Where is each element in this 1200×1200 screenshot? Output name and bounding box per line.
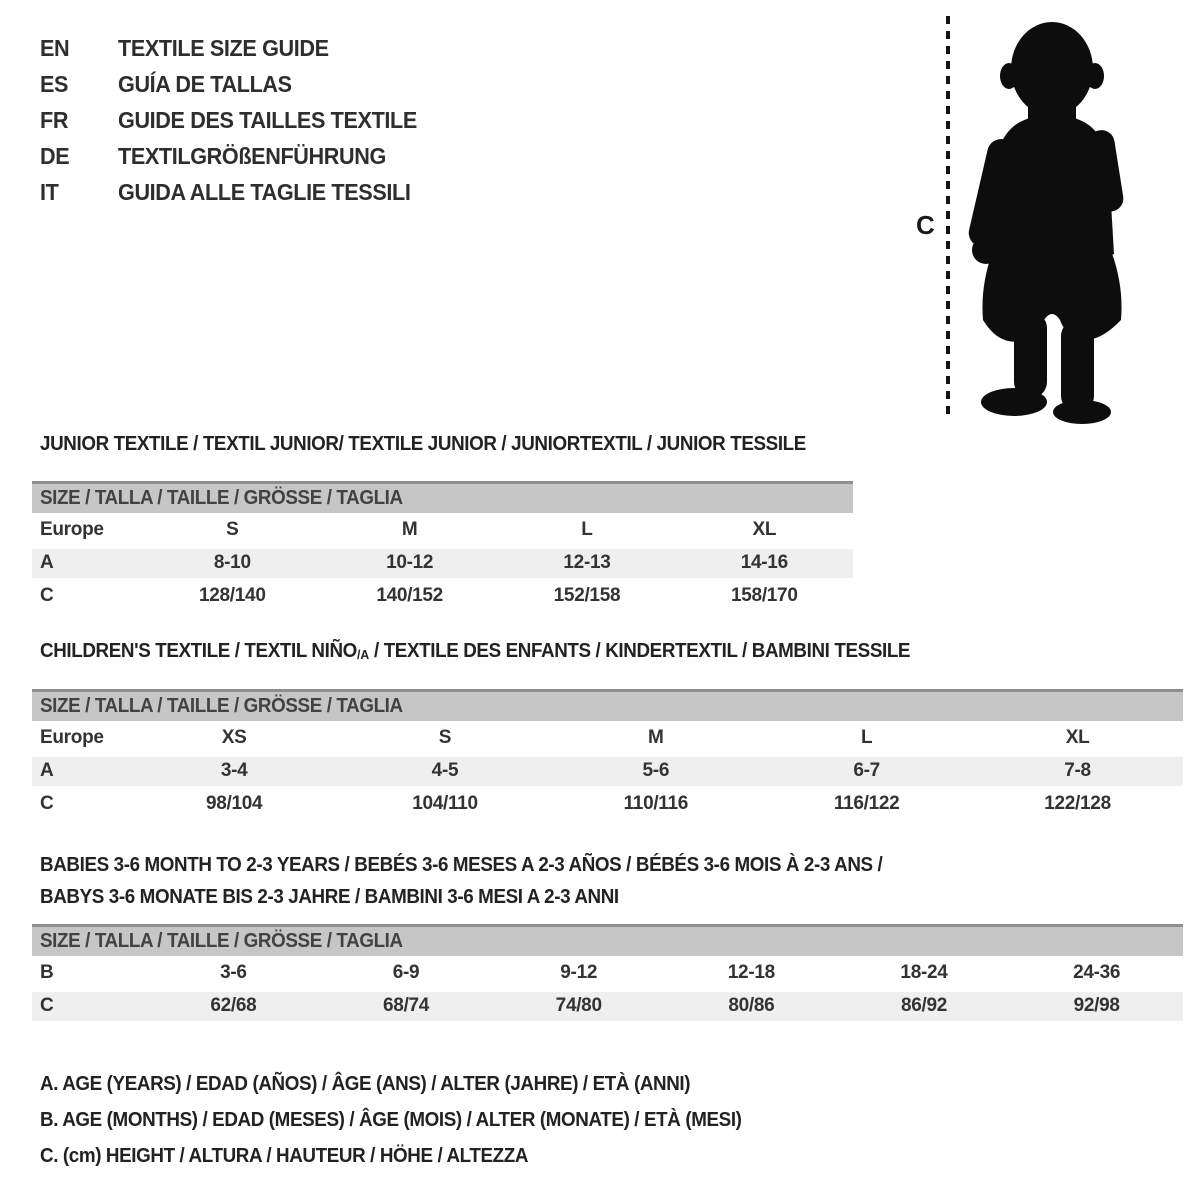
table-row-height [32, 990, 1183, 1022]
table-cell: 6-7 [761, 755, 972, 787]
language-code: EN [40, 34, 70, 61]
legend-note-b: B. AGE (MONTHS) / EDAD (MESES) / ÂGE (MOIS) / ALTER (MONATE) / ETÀ (MESI) [40, 1109, 742, 1131]
table-cell: 98/104 [205, 792, 263, 814]
size-header-bar: SIZE / TALLA / TAILLE / GRÖSSE / TAGLIA [32, 481, 853, 513]
legend-note-c: C. (cm) HEIGHT / ALTURA / HAUTEUR / HÖHE / ALTEZZA [40, 1145, 529, 1167]
language-code: FR [40, 106, 69, 133]
toddler-silhouette-icon [964, 14, 1139, 424]
table-cell: C [32, 990, 147, 1022]
size-header-bar: SIZE / TALLA / TAILLE / GRÖSSE / TAGLIA [32, 924, 1183, 956]
table-cell: A [32, 547, 144, 579]
table-cell: XL [752, 519, 777, 541]
table-cell: 7-8 [972, 755, 1183, 787]
table-cell: 128/140 [199, 584, 266, 606]
language-title: GUIDE DES TAILLES TEXTILE [118, 106, 417, 133]
table-row-height [32, 579, 853, 611]
language-row-de [40, 138, 436, 174]
table-row-months [32, 958, 1183, 990]
height-measure-label: C [916, 210, 935, 240]
babies-section-title: BABIES 3-6 MONTH TO 2-3 YEARS / BEBÉS 3-6 MESES A 2-3 AÑOS / BÉBÉS 3-6 MOIS À 2-3 ANS / BABYS 3-6 MONATE BIS 2-3 JAHRE / BAMBINI 3-6 MESI A 2-3 ANNI [40, 854, 883, 908]
table-cell: 122/128 [1044, 792, 1111, 814]
table-cell: Europe [40, 519, 104, 541]
language-title: TEXTILE SIZE GUIDE [118, 34, 329, 61]
table-cell: 80/86 [665, 990, 838, 1022]
language-title: GUIDA ALLE TAGLIE TESSILI [118, 178, 411, 205]
table-cell: Europe [40, 727, 104, 749]
table-cell: 4-5 [340, 755, 551, 787]
table-row-age [32, 755, 1183, 787]
junior-section-title: JUNIOR TEXTILE / TEXTIL JUNIOR/ TEXTILE JUNIOR / JUNIORTEXTIL / JUNIOR TESSILE [40, 433, 806, 455]
height-measure-dashed-line [946, 16, 950, 416]
legend-notes [40, 1066, 786, 1174]
table-cell: 14-16 [676, 547, 853, 579]
table-cell: 152/158 [553, 584, 621, 606]
table-cell: 68/74 [320, 990, 493, 1022]
table-cell: 12-13 [498, 547, 675, 579]
table-cell: XL [1065, 727, 1090, 749]
language-title: TEXTILGRÖßENFÜHRUNG [118, 142, 386, 169]
legend-note-a: A. AGE (YEARS) / EDAD (AÑOS) / ÂGE (ANS) / ALTER (JAHRE) / ETÀ (ANNI) [40, 1073, 691, 1095]
table-row-age [32, 547, 853, 579]
table-row-height [32, 787, 1183, 819]
table-cell: A [32, 755, 129, 787]
children-section-title: CHILDREN'S TEXTILE / TEXTIL NIÑO/A / TEXTILE DES ENFANTS / KINDERTEXTIL / BAMBINI TESSILE [40, 640, 911, 662]
table-row-sizes [32, 723, 1183, 755]
size-header-bar: SIZE / TALLA / TAILLE / GRÖSSE / TAGLIA [32, 689, 1183, 721]
table-cell: 3-6 [220, 962, 247, 984]
table-row-sizes [32, 515, 853, 547]
table-cell: 62/68 [147, 990, 320, 1022]
language-header [40, 30, 436, 210]
language-row-es [40, 66, 436, 102]
table-cell: S [438, 727, 452, 749]
table-cell: 10-12 [321, 547, 498, 579]
table-cell: 5-6 [550, 755, 761, 787]
table-cell: 110/116 [623, 792, 689, 814]
table-cell: 116/122 [833, 792, 900, 814]
table-cell: L [861, 727, 873, 749]
language-code: ES [40, 70, 69, 97]
table-cell: M [401, 519, 418, 541]
language-row-it [40, 174, 436, 210]
table-cell: 86/92 [838, 990, 1011, 1022]
table-cell: 18-24 [900, 962, 948, 984]
babies-size-table [32, 924, 1183, 1023]
table-cell: S [226, 519, 239, 541]
table-cell: B [40, 962, 54, 984]
table-cell: 92/98 [1010, 990, 1183, 1022]
nino-a-subscript: /A [356, 647, 370, 662]
table-cell: 158/170 [731, 584, 798, 606]
junior-size-table [32, 481, 853, 611]
table-cell: 74/80 [492, 990, 665, 1022]
table-cell: C [40, 584, 54, 606]
table-cell: 24-36 [1073, 962, 1121, 984]
table-cell: 3-4 [129, 755, 340, 787]
table-cell: 8-10 [144, 547, 321, 579]
language-code: IT [40, 178, 59, 205]
language-row-fr [40, 102, 436, 138]
table-cell: 6-9 [392, 962, 420, 984]
table-cell: 104/110 [412, 792, 478, 814]
table-cell: L [581, 519, 593, 541]
language-row-en [40, 30, 436, 66]
language-title: GUÍA DE TALLAS [118, 70, 292, 97]
table-cell: 12-18 [727, 962, 775, 984]
table-cell: M [648, 727, 664, 749]
table-cell: XS [221, 727, 247, 749]
table-cell: 140/152 [376, 584, 443, 606]
table-cell: C [40, 792, 54, 814]
table-cell: 9-12 [560, 962, 598, 984]
children-size-table [32, 689, 1183, 819]
language-code: DE [40, 142, 70, 169]
